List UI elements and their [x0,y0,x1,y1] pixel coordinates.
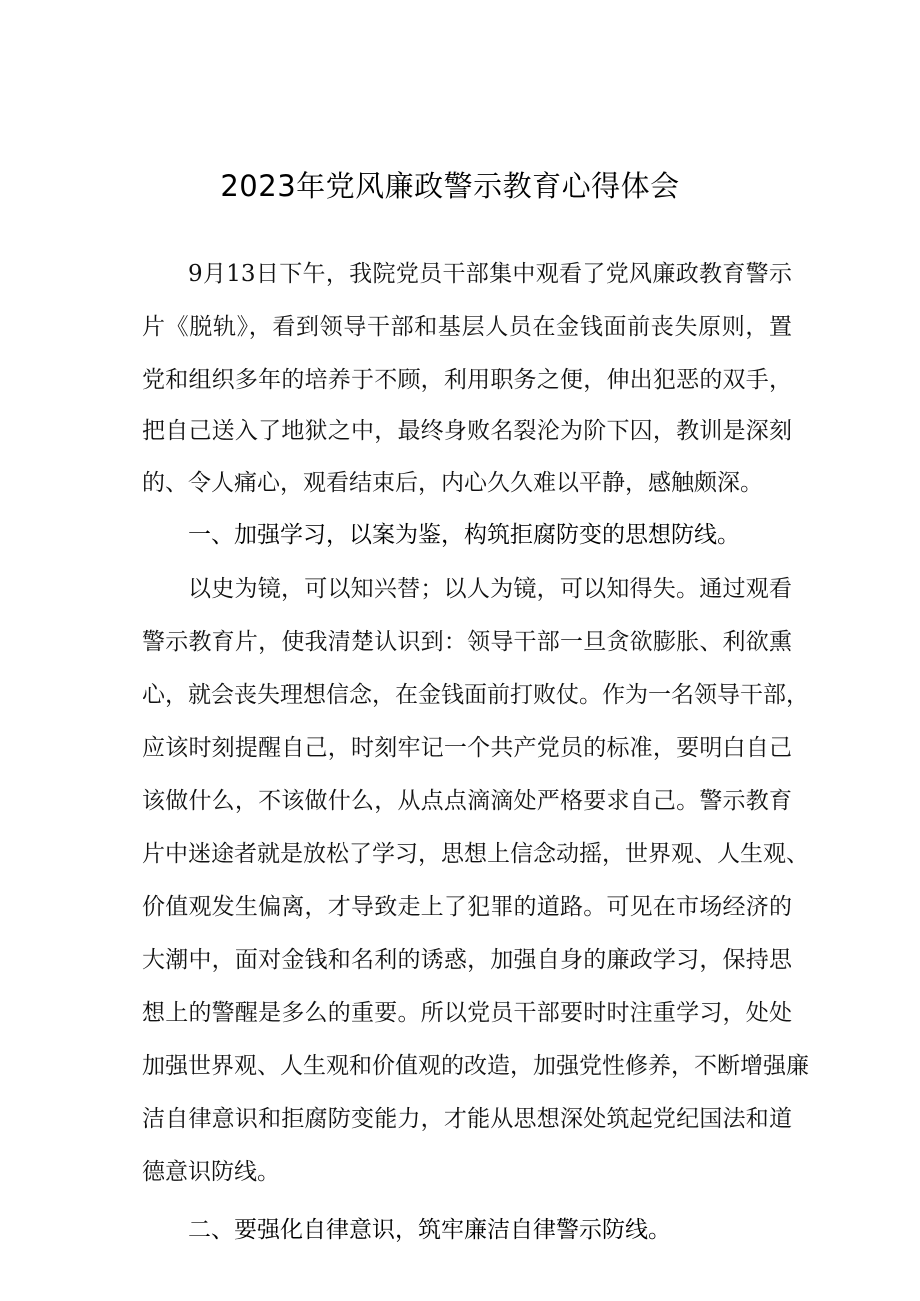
document-title: 2023年党风廉政警示教育心得体会 [220,169,680,203]
paragraph-2-line: 应该时刻提醒自己，时刻牢记一个共产党员的标准，要明白自己 [142,735,792,761]
paragraph-1-line: 9月13日下午，我院党员干部集中观看了党风廉政教育警示 [188,261,792,287]
paragraph-2-line: 大潮中，面对金钱和名利的诱惑，加强自身的廉政学习，保持思 [142,947,792,973]
paragraph-1-line: 党和组织多年的培养于不顾，利用职务之便，伸出犯恶的双手， [142,367,792,393]
section-heading-1: 一、加强学习，以案为鉴，构筑拒腐防变的思想防线。 [188,522,740,548]
paragraph-2-line: 德意识防线。 [142,1159,280,1185]
paragraph-1-line: 片《脱轨》，看到领导干部和基层人员在金钱面前丧失原则，置 [142,314,792,340]
paragraph-1-line: 的、令人痛心，观看结束后，内心久久难以平静，感触颇深。 [142,470,763,496]
paragraph-2-line: 加强世界观、人生观和价值观的改造，加强党性修养，不断增强廉 [142,1053,809,1079]
paragraph-2-line: 警示教育片，使我清楚认识到：领导干部一旦贪欲膨胀、利欲熏 [142,629,792,655]
paragraph-2-line: 想上的警醒是多么的重要。所以党员干部要时时注重学习，处处 [142,1000,792,1026]
paragraph-2-line: 该做什么，不该做什么，从点点滴滴处严格要求自己。警示教育 [142,788,792,814]
paragraph-2-line: 以史为镜，可以知兴替；以人为镜，可以知得失。通过观看 [188,576,792,602]
paragraph-2-line: 洁自律意识和拒腐防变能力，才能从思想深处筑起党纪国法和道 [142,1106,792,1132]
paragraph-2-line: 价值观发生偏离，才导致走上了犯罪的道路。可见在市场经济的 [142,894,792,920]
section-heading-2: 二、要强化自律意识，筑牢廉洁自律警示防线。 [188,1217,671,1243]
paragraph-2-line: 片中迷途者就是放松了学习，思想上信念动摇，世界观、人生观、 [142,841,809,867]
paragraph-2-line: 心，就会丧失理想信念，在金钱面前打败仗。作为一名领导干部， [142,682,809,708]
paragraph-1-line: 把自己送入了地狱之中，最终身败名裂沦为阶下囚，教训是深刻 [142,418,792,444]
